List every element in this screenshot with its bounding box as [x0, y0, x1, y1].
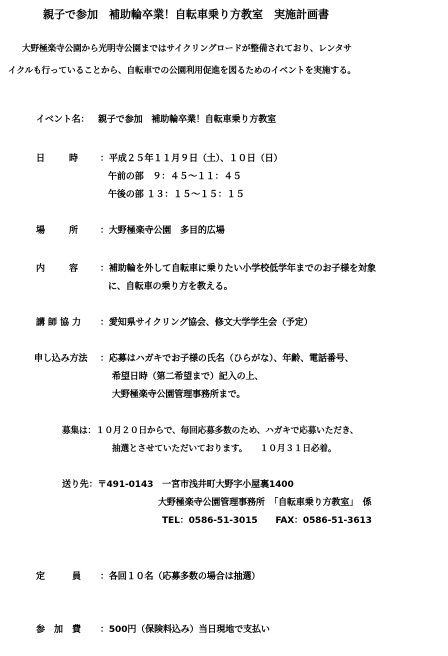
datetime-afternoon: 午後の部 １３：１５～１５：１５: [108, 190, 245, 200]
recruitment-line-2: 抽選とさせていただいております。 １０月３１日必着。: [112, 444, 337, 454]
capacity-label: 定 員: [36, 572, 85, 582]
content-line-1: ：補助輪を外して自転車に乗りたい小学校低学年までのお子様を対象: [100, 264, 376, 274]
place-label: 場 所: [36, 226, 81, 236]
mailing-address-line: 送り先：〒491-0143 一宮市浅井町大野字小屋裏1400: [62, 480, 294, 490]
cooperation-label: 講師協力: [36, 318, 85, 328]
application-line-2: 希望日時（第二希望まで）記入の上、: [112, 372, 264, 382]
place-value: ：大野極楽寺公園 多目的広場: [100, 226, 225, 236]
application-line-1: ：応募はハガキでお子様の氏名（ひらがな）、年齢、電話番号、: [100, 354, 354, 364]
recruitment-line-1: 募集は：１０月２０日からで、毎回応募多数のため、ハガキで応募いただき、: [62, 426, 359, 436]
cooperation-value: ：愛知県サイクリング協会、修文大学学生会（予定）: [100, 318, 313, 328]
fee-value: ：500円（保険料込み）当日現地で支払い: [100, 625, 270, 635]
content-line-2: に、自転車の乗り方を教える。: [108, 282, 233, 292]
fee-label: 参加費: [36, 625, 91, 635]
event-name-label: イベント名：: [36, 115, 90, 125]
mailing-tel-fax-line: TEL：0586-51-3015 FAX：0586-51-3613: [162, 516, 372, 526]
application-label: 申し込み方法: [34, 354, 88, 364]
intro-line-2: イクルも行っていることから、自転車での公園利用促進を図るためのイベントを実施する。: [8, 66, 356, 76]
application-line-3: 大野極楽寺公園管理事務所まで。: [112, 390, 246, 400]
datetime-label: 日 時: [36, 154, 81, 164]
capacity-value: ：各回１０名（応募多数の場合は抽選）: [100, 572, 261, 582]
document-title: 親子で参加 補助輪卒業！自転車乗り方教室 実施計画書: [43, 8, 329, 21]
event-name-value: 親子で参加 補助輪卒業！自転車乗り方教室: [98, 115, 277, 125]
intro-line-1: 大野極楽寺公園から光明寺公園まではサイクリングロードが整備されており、レンタサ: [22, 44, 352, 54]
content-label: 内 容: [36, 264, 81, 274]
datetime-morning: 午前の部 ９：４５～１１：４５: [108, 172, 242, 182]
mailing-office-line: 大野極楽寺公園管理事務所 「自転車乗り方教室」 係: [158, 498, 372, 508]
datetime-value: ：平成２５年１１月９日（土）、１０日（日）: [100, 154, 283, 164]
